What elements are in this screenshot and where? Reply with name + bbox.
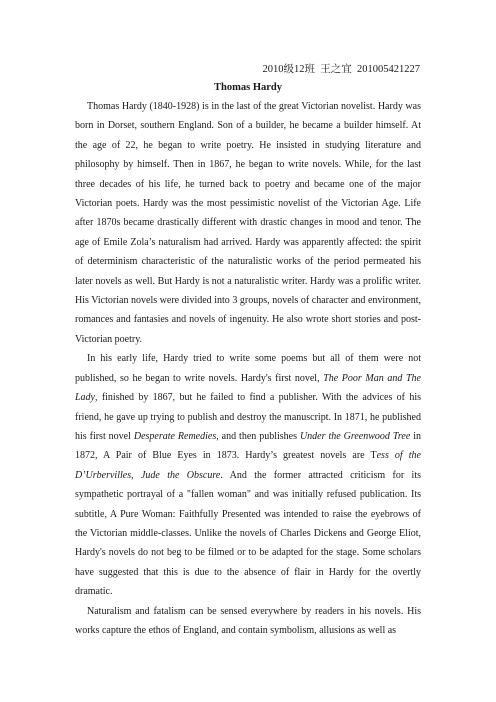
paragraph-text: . And the former attracted criticism for its sympathetic portrayal of a "fallen woman" and was initially refused publication. Its subtitle, A Pure Woman: Faithfully Presented was intended to raise the eyebrows of the Victorian middle-classes. Unlike the novels of Charles Dickens and George Eliot, Hardy's novels do not beg to be filmed or to be adapted for the stage. Some scholars have suggested that this is due to the absence of flair in Hardy for the overtly dramatic.	[75, 469, 421, 598]
paragraph-text: ,	[131, 469, 141, 481]
paragraph-text: Naturalism and fatalism can be sensed everywhere by readers in his novels. His works capture the ethos of England, and contain symbolism, allusions as well as	[75, 605, 421, 636]
paragraph	[75, 349, 421, 601]
class-info: 2010级12班	[262, 64, 315, 75]
student-header	[263, 63, 421, 77]
italic-title-text: Under the Greenwood Tree	[299, 430, 411, 442]
italic-title-text: The Poor Man and The Lady	[75, 372, 421, 404]
student-name: 王之宜	[320, 64, 352, 75]
italic-title-text: Desperate Remedies	[133, 430, 217, 442]
student-id: 201005421227	[357, 64, 420, 75]
essay-body	[75, 97, 421, 640]
paragraph-text: , finished by 1867, but he failed to find a publisher. With the advices of his friend, he gave up trying to publish and destroy the manuscript. In 1871, he published his first novel	[75, 392, 421, 442]
italic-title-text: ess of the D’Urbervilles	[75, 450, 421, 481]
paragraph-text: , and then publishes	[216, 430, 300, 442]
essay-title: Thomas Hardy	[214, 82, 282, 93]
paragraph-text: In his early life, Hardy tried to write some poems but all of them were not published, so he began to write novels. Hardy's first novel,	[75, 353, 421, 384]
paragraph	[75, 602, 421, 641]
paragraph-text: Thomas Hardy (1840-1928) is in the last of the great Victorian novelist. Hardy was born in Dorset, southern England. Son of a builder, he became a builder himself. At the age of 22, he began to write poetry. He insisted in studying literature and philosophy by himself. Then in 1867, he began to write novels. While, for the last three decades of his life, he turned back to poetry and became one of the major Victorian poets. Hardy was the most pessimistic novelist of the Victorian Age. Life after 1870s became drastically different with drastic changes in mood and tenor. The age of Emile Zola’s naturalism had arrived. Hardy was apparently affected: the spirit of determinism characteristic of the naturalistic works of the period permeated his later novels as well. But Hardy is not a naturalistic writer. Hardy was a prolific writer. His Victorian novels were divided into 3 groups, novels of character and environment, romances and fantasies and novels of ingenuity. He also wrote short stories and post-Victorian poetry.	[75, 101, 421, 345]
paragraph-text: in 1872, A Pair of Blue Eyes in 1873. Hardy’s greatest novels are T	[75, 430, 421, 462]
paragraph	[75, 97, 421, 349]
italic-title-text: Jude the Obscure	[140, 469, 221, 481]
